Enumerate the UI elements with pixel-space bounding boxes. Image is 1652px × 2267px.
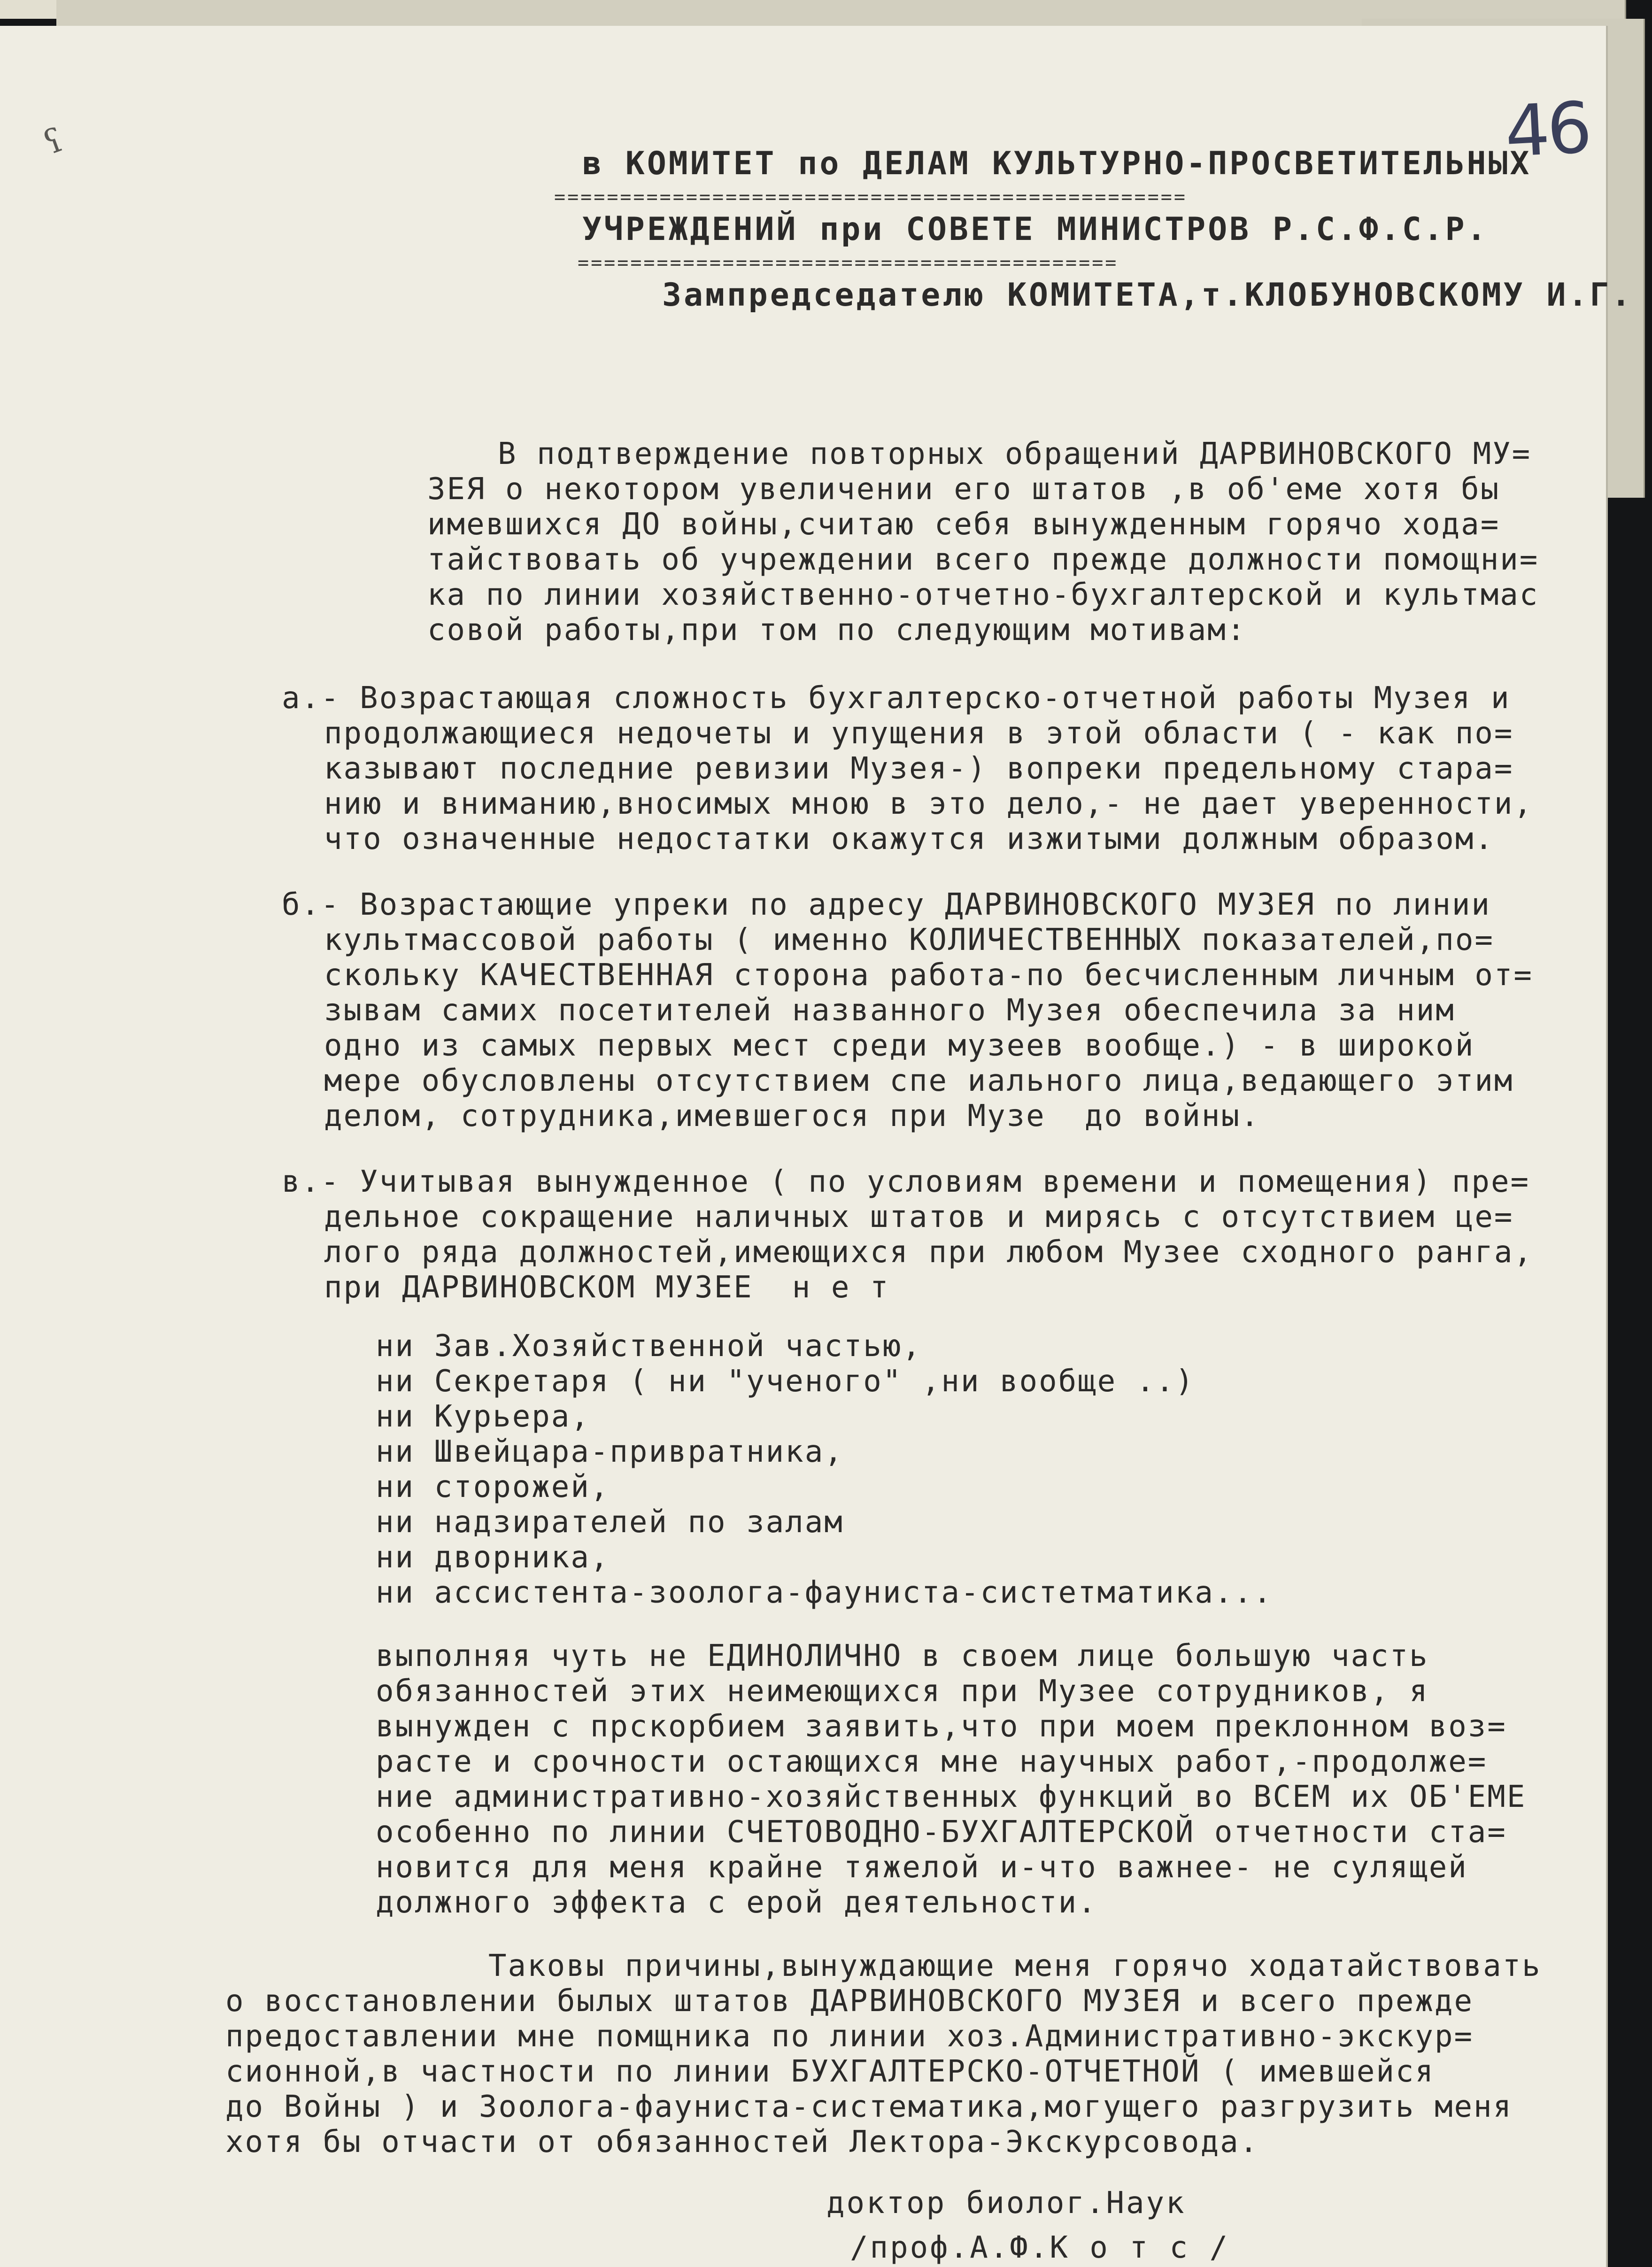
signature-title: доктор биолог.Наук — [826, 2186, 1186, 2221]
text-line: что означенные недостатки окажутся изжитыми должным образом. — [324, 822, 1494, 856]
text-line: нию и вниманию,вносимых мною в это дело,- не дает уверенности, — [324, 787, 1533, 821]
text-line: одно из самых первых мест среди музеев вообще.) - в широкой — [324, 1028, 1475, 1063]
text-line: зывам самих посетителей названного Музея обеспечила за ним — [324, 993, 1455, 1028]
text-line: новится для меня крайне тяжелой и-что важнее- не сулящей — [376, 1850, 1468, 1885]
list-item: ни сторожей, — [376, 1470, 610, 1504]
text-line: дельное сокращение наличных штатов и мирясь с отсутствием це= — [324, 1200, 1514, 1234]
signature-name: /проф.А.Ф.К о т с / — [850, 2230, 1230, 2265]
addressee-line: Зампредседателю КОМИТЕТА,т.КЛОБУНОВСКОМУ И.Г. — [662, 277, 1633, 314]
text-line: а.- Возрастающая сложность бухгалтерско-отчетной работы Музея и — [282, 681, 1511, 716]
text-line: б.- Возрастающие упреки по адресу ДАРВИНОВСКОГО МУЗЕЯ по линии — [282, 887, 1491, 922]
text-line: мере обусловлены отсутствием спе иального лица,ведающего этим — [324, 1064, 1514, 1098]
text-line: предоставлении мне помщника по линии хоз.Административно-экскур= — [225, 2019, 1474, 2054]
text-line: вынужден с прскорбием заявить,что при моем преклонном воз= — [376, 1709, 1507, 1744]
text-line: до Войны ) и Зоолога-фауниста-систематика,могущего разгрузить меня — [225, 2090, 1513, 2124]
text-line: должного эффекта с ерой деятельности. — [376, 1885, 1097, 1920]
text-line: обязанностей этих неимеющихся при Музее сотрудников, я — [376, 1674, 1429, 1709]
list-item: ни надзирателей по залам — [376, 1505, 844, 1540]
text-line: Таковы причины,вынуждающие меня горячо ходатайствовать — [488, 1949, 1542, 1983]
text-line: продолжающиеся недочеты и упущения в этой области ( - как по= — [324, 716, 1514, 751]
list-item: ни ассистента-зоолога-фауниста-систетматика... — [376, 1575, 1273, 1610]
list-item: ни дворника, — [376, 1540, 610, 1575]
text-line: хотя бы отчасти от обязанностей Лектора-Экскурсовода. — [225, 2125, 1259, 2159]
document-page — [0, 26, 1633, 2267]
list-item: ни Швейцара-привратника, — [376, 1434, 844, 1469]
folio-number: 46 — [1503, 87, 1591, 173]
text-line: при ДАРВИНОВСКОМ МУЗЕЕ н е т — [324, 1270, 890, 1305]
text-line: о восстановлении былых штатов ДАРВИНОВСКОГО МУЗЕЯ и всего прежде — [225, 1984, 1474, 2019]
header-line: УЧРЕЖДЕНИЙ при СОВЕТЕ МИНИСТРОВ Р.С.Ф.С.Р. — [582, 211, 1489, 248]
corner-mark: ʕ — [39, 120, 69, 162]
text-line: выполняя чуть не ЕДИНОЛИЧНО в своем лице большую часть — [376, 1639, 1429, 1673]
text-line: расте и срочности остающихся мне научных работ,-продолже= — [376, 1744, 1488, 1779]
text-line: ЗЕЯ о некотором увеличении его штатов ,в об'еме хотя бы — [427, 472, 1500, 507]
text-line: ние административно-хозяйственных функций во ВСЕМ их ОБ'ЕМЕ — [376, 1780, 1527, 1814]
text-line: скольку КАЧЕСТВЕННАЯ сторона работа-по бесчисленным личным от= — [324, 958, 1533, 993]
text-line: казывают последние ревизии Музея-) вопреки предельному стара= — [324, 751, 1514, 786]
text-line: делом, сотрудника,имевшегося при Музе до войны. — [324, 1099, 1260, 1134]
text-line: лого ряда должностей,имеющихся при любом Музее сходного ранга, — [324, 1235, 1533, 1270]
text-line: сионной,в частности по линии БУХГАЛТЕРСКО-ОТЧЕТНОЙ ( имевшейся — [225, 2054, 1435, 2089]
text-line: имевшихся ДО войны,считаю себя вынужденным горячо хода= — [427, 507, 1500, 542]
text-line: В подтверждение повторных обращений ДАРВИНОВСКОГО МУ= — [498, 437, 1532, 471]
text-line: ка по линии хозяйственно-отчетно-бухгалтерской и культмас — [427, 578, 1539, 612]
list-item: ни Секретаря ( ни "ученого" ,ни вообще ..) — [376, 1364, 1195, 1399]
header-line: в КОМИТЕТ по ДЕЛАМ КУЛЬТУРНО-ПРОСВЕТИТЕЛЬНЫХ — [582, 145, 1532, 182]
text-line: особенно по линии СЧЕТОВОДНО-БУХГАЛТЕРСКОЙ отчетности ста= — [376, 1815, 1507, 1850]
text-line: культмассовой работы ( именно КОЛИЧЕСТВЕННЫХ показателей,по= — [324, 923, 1494, 957]
list-item: ни Зав.Хозяйственной частью, — [376, 1329, 922, 1364]
text-line: тайствовать об учреждении всего прежде должности помощни= — [427, 542, 1539, 577]
text-line: совой работы,при том по следующим мотивам: — [427, 613, 1247, 648]
text-line: в.- Учитывая вынужденное ( по условиям времени и помещения) пре= — [282, 1164, 1530, 1199]
header-rule: ================================================ — [554, 188, 1187, 207]
header-rule: ========================================= — [578, 254, 1119, 272]
list-item: ни Курьера, — [376, 1399, 590, 1434]
